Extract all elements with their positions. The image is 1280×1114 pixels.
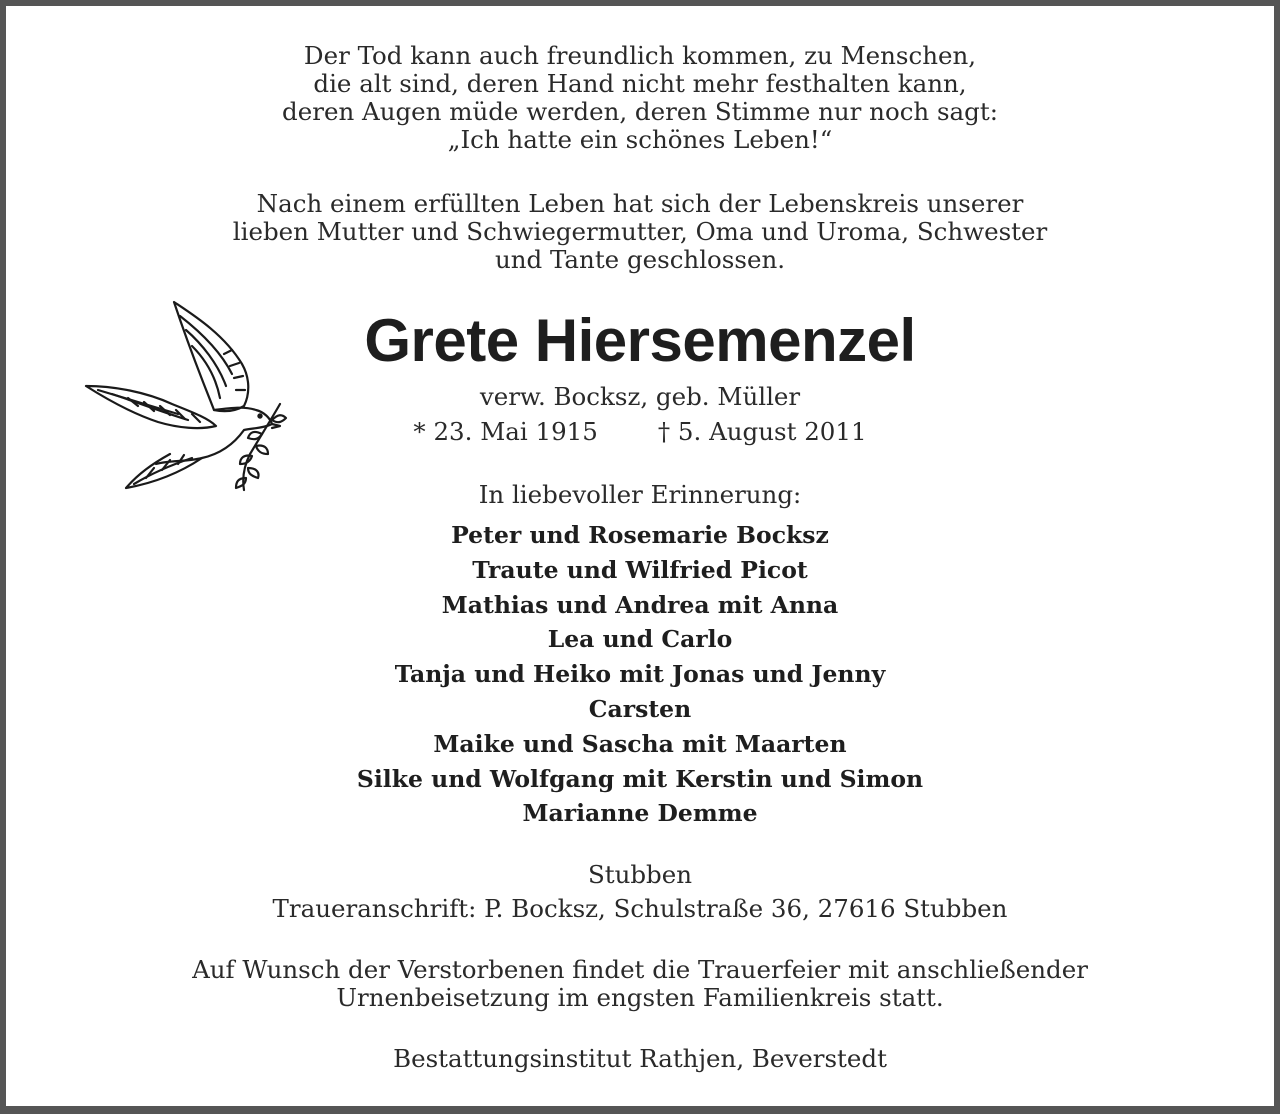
mourner: Silke und Wolfgang mit Kerstin und Simon bbox=[356, 764, 924, 793]
life-dates bbox=[6, 416, 1274, 448]
intro-line: Nach einem erfüllten Leben hat sich der Lebenskreis unserer bbox=[256, 189, 1024, 218]
poem-line: die alt sind, deren Hand nicht mehr festhalten kann, bbox=[313, 69, 967, 98]
funeral-note-line: Urnenbeisetzung im engsten Familienkreis statt. bbox=[336, 983, 944, 1012]
undertaker: Bestattungsinstitut Rathjen, Beverstedt bbox=[393, 1044, 887, 1073]
obituary-notice bbox=[6, 6, 1274, 1106]
mourner: Carsten bbox=[588, 694, 692, 723]
mourner: Marianne Demme bbox=[522, 799, 758, 828]
poem-line: „Ich hatte ein schönes Leben!“ bbox=[447, 125, 833, 154]
death-date: † 5. August 2011 bbox=[657, 417, 867, 446]
mourner: Maike und Sascha mit Maarten bbox=[433, 729, 847, 758]
funeral-note bbox=[6, 956, 1274, 1012]
mourner: Traute und Wilfried Picot bbox=[472, 555, 808, 584]
maiden-names: verw. Bocksz, geb. Müller bbox=[479, 382, 801, 411]
mourner: Mathias und Andrea mit Anna bbox=[441, 590, 839, 619]
mourner: Tanja und Heiko mit Jonas und Jenny bbox=[394, 660, 886, 689]
place: Stubben bbox=[587, 860, 693, 889]
mourning-address: Traueranschrift: P. Bocksz, Schulstraße 36, 27616 Stubben bbox=[272, 894, 1008, 923]
intro-text bbox=[6, 190, 1274, 274]
memory-heading: In liebevoller Erinnerung: bbox=[478, 480, 802, 509]
poem-line: Der Tod kann auch freundlich kommen, zu Menschen, bbox=[303, 41, 977, 70]
poem-line: deren Augen müde werden, deren Stimme nur noch sagt: bbox=[282, 97, 998, 126]
mourners-list bbox=[6, 518, 1274, 831]
funeral-note-line: Auf Wunsch der Verstorbenen findet die Trauerfeier mit anschließender bbox=[192, 955, 1088, 984]
intro-line: lieben Mutter und Schwiegermutter, Oma und Uroma, Schwester bbox=[232, 217, 1048, 246]
deceased-name: Grete Hiersemenzel bbox=[364, 307, 916, 374]
mourner: Lea und Carlo bbox=[547, 625, 733, 654]
mourner: Peter und Rosemarie Bocksz bbox=[451, 521, 829, 549]
intro-line: und Tante geschlossen. bbox=[494, 245, 786, 274]
birth-date: * 23. Mai 1915 bbox=[413, 417, 598, 446]
poem bbox=[6, 42, 1274, 154]
